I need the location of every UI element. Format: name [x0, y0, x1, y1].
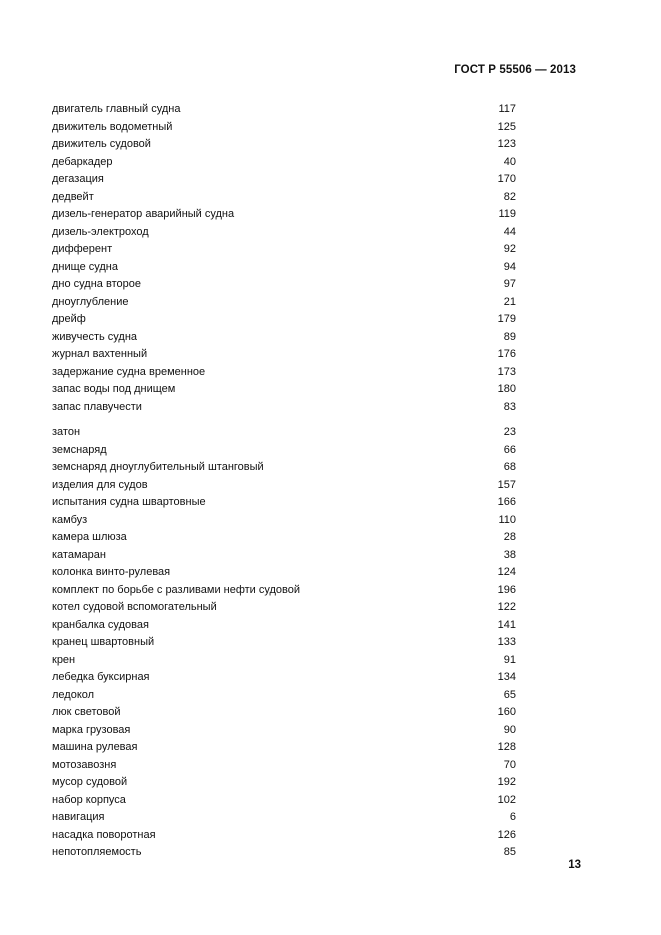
index-entry	[52, 477, 516, 495]
index-page-ref: 83	[503, 400, 516, 413]
index-term: дрейф	[52, 313, 86, 325]
index-term: журнал вахтенный	[52, 348, 148, 360]
index-term: дизель-генератор аварийный судна	[52, 208, 235, 220]
index-entry	[52, 424, 516, 442]
index-page-ref: 125	[497, 120, 516, 133]
index-page-ref: 180	[497, 383, 516, 395]
index-entry	[52, 827, 516, 845]
index-entry	[52, 722, 516, 740]
index-page-ref: 117	[498, 103, 516, 115]
index-term: земснаряд дноуглубительный штанговый	[52, 461, 264, 473]
index-page-ref: 126	[497, 828, 516, 841]
index-term: движитель водометный	[52, 120, 173, 133]
index-entry	[52, 547, 516, 565]
index-term: комплект по борьбе с разливами нефти судовой	[52, 583, 301, 596]
index-term: насадка поворотная	[52, 828, 156, 841]
index-page-ref: 92	[503, 243, 516, 255]
index-entry	[52, 687, 516, 705]
index-page-ref: 110	[498, 513, 516, 526]
index-entry	[52, 792, 516, 810]
index-page-ref: 44	[503, 225, 516, 238]
index-entry	[52, 564, 516, 582]
index-entry	[52, 224, 516, 242]
index-term: катамаран	[52, 548, 106, 561]
index-term: люк световой	[52, 706, 121, 718]
index-entry	[52, 329, 516, 347]
index-term: мусор судовой	[52, 776, 128, 788]
index-page-ref: 68	[503, 461, 516, 473]
index-term: дизель-электроход	[52, 225, 149, 238]
index-page-ref: 157	[497, 478, 516, 491]
index-term: задержание судна временное	[52, 365, 206, 378]
index-page-ref: 123	[497, 138, 516, 150]
index-page-ref: 176	[497, 348, 516, 360]
page-number: 13	[568, 859, 581, 871]
index-entry	[52, 704, 516, 722]
index-entry	[52, 739, 516, 757]
index-page-ref: 134	[497, 671, 516, 683]
index-page-ref: 196	[497, 583, 516, 596]
index-entry	[52, 119, 516, 137]
index-page-ref: 38	[503, 548, 516, 561]
index-page-ref: 141	[497, 618, 516, 631]
index-term: марка грузовая	[52, 723, 131, 736]
index-page-ref: 179	[497, 313, 516, 325]
index-term: крен	[52, 653, 76, 666]
index-term: ледокол	[52, 688, 95, 701]
index-entry	[52, 442, 516, 460]
index-term: дегазация	[52, 173, 104, 185]
index-page-ref: 97	[503, 278, 516, 290]
index-term: днище судна	[52, 260, 118, 273]
index-term: машина рулевая	[52, 741, 138, 753]
index-entry	[52, 381, 516, 399]
index-term: непотопляемость	[52, 846, 142, 858]
index-term: испытания судна швартовные	[52, 496, 206, 508]
index-page-ref: 66	[503, 443, 516, 456]
index-page-ref: 192	[497, 776, 516, 788]
index-page-ref: 128	[497, 741, 516, 753]
index-term: дно судна второе	[52, 278, 141, 290]
index-entry	[52, 259, 516, 277]
index-page-ref: 119	[498, 208, 516, 220]
index-entry	[52, 399, 516, 417]
index-entry	[52, 189, 516, 207]
index-term: лебедка буксирная	[52, 671, 150, 683]
index-term: кранбалка судовая	[52, 618, 149, 631]
index-entry	[52, 652, 516, 670]
index-term: камера шлюза	[52, 531, 127, 543]
index-term: мотозавозня	[52, 758, 117, 771]
index-term: движитель судовой	[52, 138, 151, 150]
document-standard-header: ГОСТ Р 55506 — 2013	[454, 64, 576, 76]
index-entry	[52, 154, 516, 172]
index-entry	[52, 599, 516, 617]
index-entry	[52, 669, 516, 687]
index-page-ref: 40	[503, 155, 516, 168]
index-term: изделия для судов	[52, 478, 148, 491]
index-term: живучесть судна	[52, 330, 138, 343]
index-term: навигация	[52, 811, 105, 823]
index-page-ref: 133	[497, 636, 516, 648]
index-term: затон	[52, 426, 81, 438]
index-page-ref: 65	[503, 688, 516, 701]
index-entry	[52, 206, 516, 224]
index-term: запас воды под днищем	[52, 383, 176, 395]
index-entry	[52, 774, 516, 792]
index-page-ref: 85	[503, 846, 516, 858]
index-entry	[52, 241, 516, 259]
index-term: дифферент	[52, 243, 113, 255]
index-page-ref: 122	[497, 601, 516, 613]
index-entry	[52, 512, 516, 530]
index-entry	[52, 294, 516, 312]
index-entry	[52, 634, 516, 652]
index-entry	[52, 529, 516, 547]
index-page-ref: 28	[503, 531, 516, 543]
index-entry	[52, 346, 516, 364]
index-entry	[52, 459, 516, 477]
index-page-ref: 173	[497, 365, 516, 378]
index-page-ref: 94	[503, 260, 516, 273]
index-term: дедвейт	[52, 190, 94, 203]
index-page-ref: 21	[503, 295, 516, 308]
index-entry	[52, 757, 516, 775]
index-entry	[52, 364, 516, 382]
index-term: котел судовой вспомогательный	[52, 601, 217, 613]
index-entry	[52, 136, 516, 154]
index-entry	[52, 171, 516, 189]
index-page-ref: 166	[497, 496, 516, 508]
index-entry	[52, 809, 516, 827]
index-term: двигатель главный судна	[52, 103, 181, 115]
index-list-group-1	[52, 101, 516, 416]
index-entry	[52, 844, 516, 862]
index-term: колонка винто-рулевая	[52, 566, 171, 578]
index-term: кранец швартовный	[52, 636, 155, 648]
index-term: земснаряд	[52, 443, 107, 456]
index-page-ref: 70	[503, 758, 516, 771]
index-page-ref: 89	[503, 330, 516, 343]
index-page-ref: 82	[503, 190, 516, 203]
index-page-ref: 90	[503, 723, 516, 736]
index-entry	[52, 101, 516, 119]
index-page-ref: 23	[503, 426, 516, 438]
index-term: дебаркадер	[52, 155, 113, 168]
index-page-ref: 91	[503, 653, 516, 666]
index-term: набор корпуса	[52, 793, 126, 806]
index-page-ref: 160	[497, 706, 516, 718]
index-page-ref: 102	[497, 793, 516, 806]
index-term: дноуглубление	[52, 295, 129, 308]
index-page-ref: 124	[497, 566, 516, 578]
index-entry	[52, 582, 516, 600]
index-list-group-2	[52, 424, 516, 862]
index-page-ref: 6	[509, 811, 516, 823]
index-entry	[52, 311, 516, 329]
index-term: камбуз	[52, 513, 88, 526]
index-entry	[52, 617, 516, 635]
index-entry	[52, 494, 516, 512]
index-page-ref: 170	[497, 173, 516, 185]
index-term: запас плавучести	[52, 400, 142, 413]
index-entry	[52, 276, 516, 294]
